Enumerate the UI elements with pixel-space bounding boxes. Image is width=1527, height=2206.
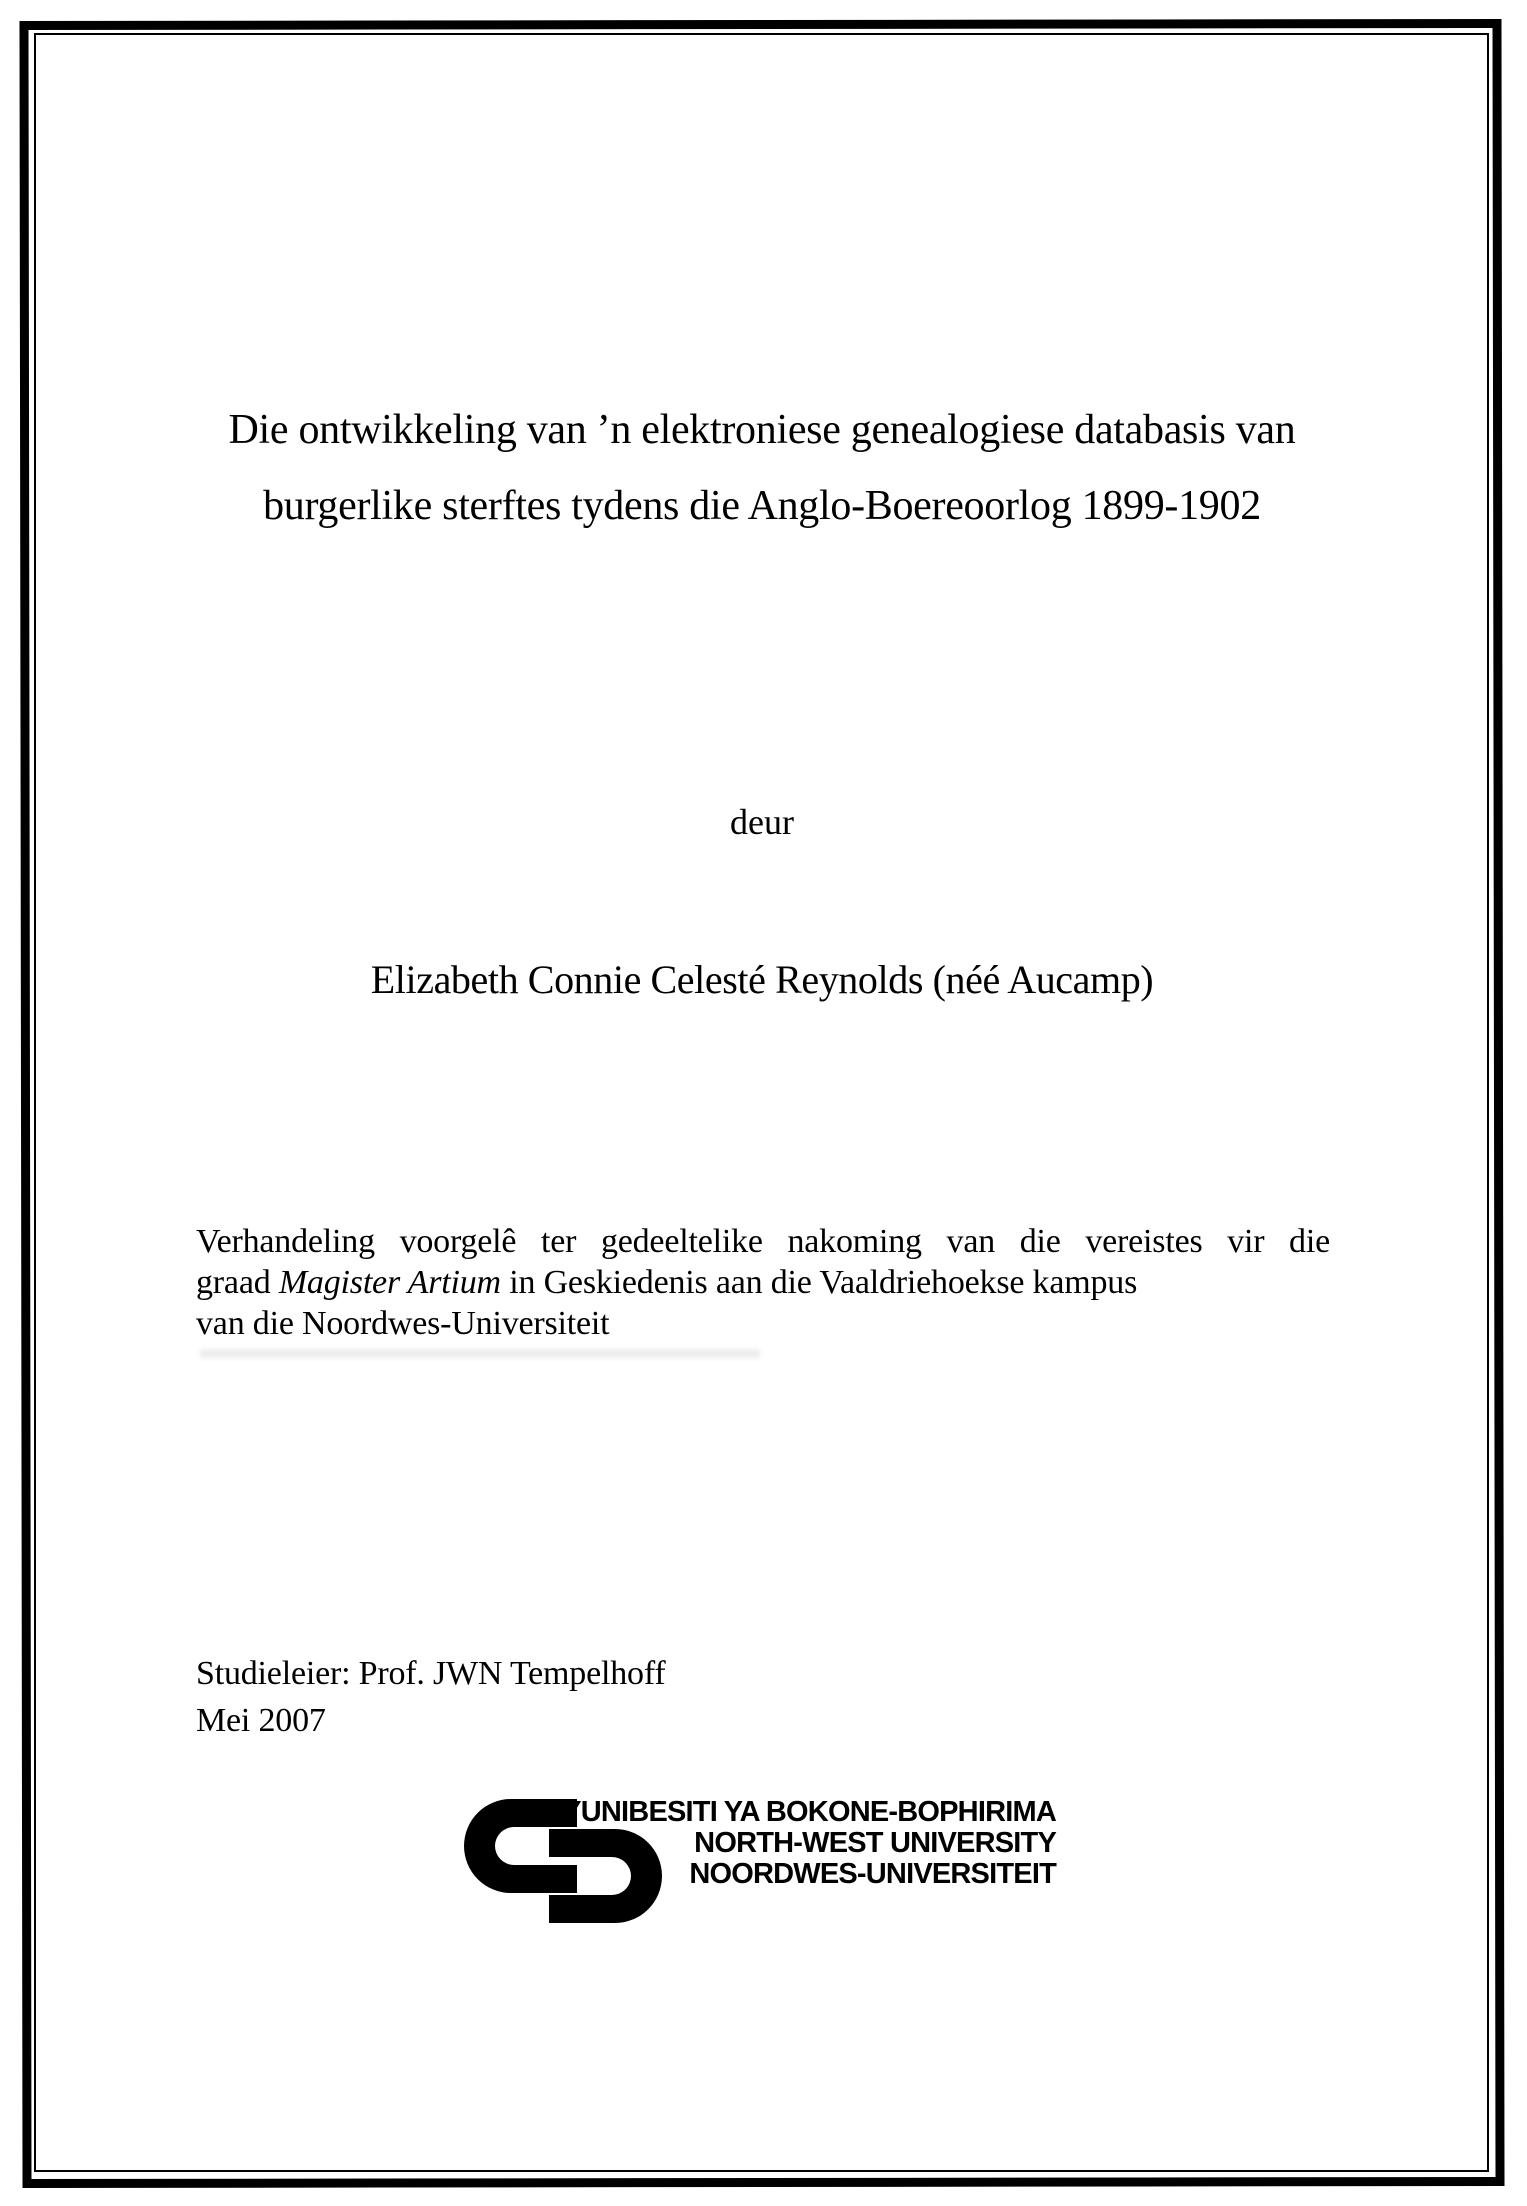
date-line: Mei 2007 — [196, 1702, 326, 1739]
degree-name-latin: Magister Artium — [278, 1264, 501, 1301]
degree-line-2-pre: graad — [196, 1264, 279, 1301]
byline-deur: deur — [730, 802, 794, 842]
wordmark-line-english: NORTH-WEST UNIVERSITY — [694, 1827, 1056, 1859]
supervisor-line: Studieleier: Prof. JWN Tempelhoff — [196, 1655, 666, 1692]
title-line-1: Die ontwikkeling van ’n elektroniese genealogiese databasis van — [228, 407, 1296, 453]
degree-line-2-post: in Geskiedenis aan die Vaaldriehoekse kampus — [500, 1264, 1138, 1301]
university-wordmark — [560, 1797, 1056, 1890]
thesis-title — [37, 392, 1487, 544]
degree-line-3: van die Noordwes-Universiteit — [196, 1305, 610, 1342]
degree-line-2 — [196, 1262, 1330, 1303]
author-name: Elizabeth Connie Celesté Reynolds (néé Aucamp) — [370, 957, 1154, 1002]
wordmark-line-setswana: YUNIBESITI YA BOKONE-BOPHIRIMA — [562, 1796, 1056, 1828]
title-line-2: burgerlike sterftes tydens die Anglo-Boereoorlog 1899-1902 — [263, 483, 1261, 529]
degree-line-1: Verhandeling voorgelê ter gedeeltelike nakoming van die vereistes vir die — [196, 1223, 1330, 1260]
scan-bleed-through-artifact — [200, 1349, 760, 1358]
supervisor-block — [196, 1650, 665, 1744]
degree-statement — [196, 1221, 1330, 1344]
wordmark-line-afrikaans: NOORDWES-UNIVERSITEIT — [689, 1858, 1056, 1890]
university-logo — [464, 1797, 1064, 1937]
